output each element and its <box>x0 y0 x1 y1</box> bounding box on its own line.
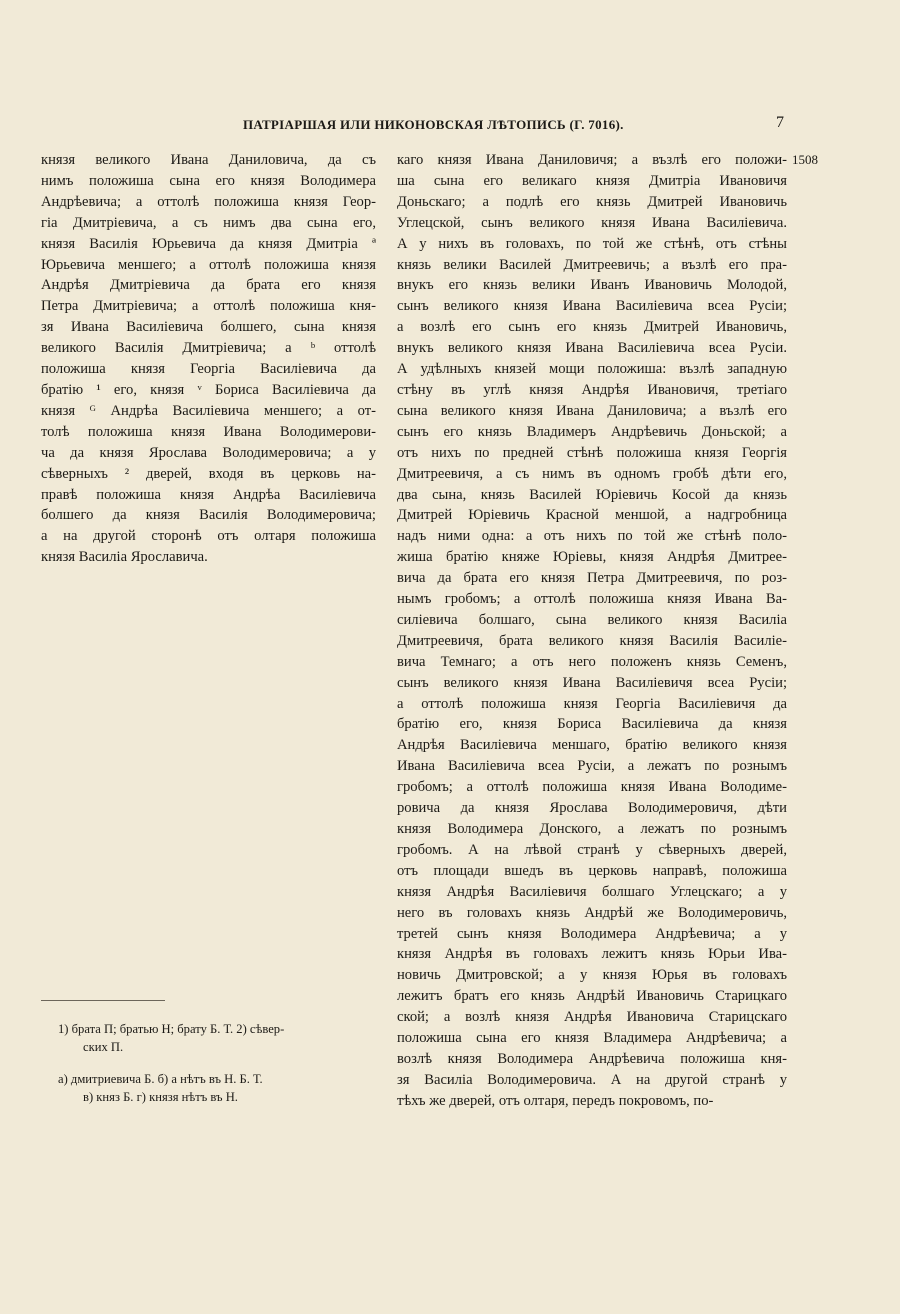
footnote-line: а) дмитриевича Б. б) а нѣтъ въ Н. Б. Т. <box>58 1072 263 1086</box>
text-line: князь велики Василей Дмитреевичь; а възлѣ его пра- <box>397 256 787 273</box>
text-line: Углецской, сынъ великого князя Ивана Василіевича. <box>397 214 787 231</box>
text-line: а на другой сторонѣ отъ олтаря положиша <box>41 528 376 545</box>
text-line: а оттолѣ положиша князя Георгіа Василіевичя да <box>397 695 787 712</box>
text-line: сына великого князя Ивана Даниловича; а възлѣ его <box>397 402 787 419</box>
text-line: зя Василіа Володимеровича. А на другой странѣ у <box>397 1071 787 1088</box>
text-line: А удѣлныхъ князей мощи положиша: възлѣ западную <box>397 361 787 378</box>
page-title: ПАТРІАРШАЯ ИЛИ НИКОНОВСКАЯ ЛѢТОПИСЬ (Г. 7016). <box>243 117 624 132</box>
text-line: положиша князя Георгіа Василіевича да <box>41 361 376 378</box>
text-line: князя Андрѣя Василіевичя болшаго Углецскаго; а у <box>397 883 787 900</box>
text-line: князя Василія Юрьевича да князя Дмитріа ª <box>41 235 376 252</box>
text-line: положиша сына его князя Владимера Андрѣевича; а <box>397 1030 787 1047</box>
text-line: него въ головахъ князь Андрѣй же Володимеровичь, <box>397 904 787 921</box>
left-column <box>41 150 376 568</box>
text-line: Андрѣя Дмитріевича да брата его князя <box>41 277 376 294</box>
text-line: ча да князя Ярослава Володимеровича; а у <box>41 444 376 461</box>
text-line: князя Василіа Ярославича. <box>41 549 208 566</box>
text-line: тѣхъ же дверей, отъ олтаря, передъ покровомъ, по- <box>397 1092 714 1109</box>
text-line: Дмитрей Юріевичь Красной меншой, а надгробница <box>397 507 787 524</box>
text-line: гробомъ; а оттолѣ положиша князя Ивана Володиме- <box>397 779 787 796</box>
text-line: надъ ними одна: а отъ нихъ по той же стѣнѣ поло- <box>397 528 787 545</box>
text-line: князя Андрѣя въ головахъ лежитъ князь Юрьи Ива- <box>397 946 787 963</box>
text-line: внукъ его князь велики Иванъ Ивановичь Молодой, <box>397 277 787 294</box>
text-line: сынъ великого князя Ивана Василіевичя всеа Русіи; <box>397 674 787 691</box>
text-line: Дмитреевичя, а съ нимъ въ одномъ гробѣ дѣти его, <box>397 465 787 482</box>
text-line: Доньскаго; а подлѣ его князь Дмитрей Ивановичь <box>397 193 787 210</box>
text-line: отъ нихъ по предней стѣнѣ положиша князя Георгія <box>397 444 787 461</box>
text-line: лежитъ братъ его князь Андрѣй Ивановичь Старицкаго <box>397 988 787 1005</box>
footnote-divider <box>41 1000 165 1001</box>
text-line: сынъ великого князя Ивана Василіевича всеа Русіи; <box>397 298 787 315</box>
text-line: сѣверныхъ ² дверей, входя въ церковь на- <box>41 465 376 482</box>
text-line: братію ¹ его, князя ᵛ Бориса Василіевича да <box>41 381 376 398</box>
text-line: братію его, князя Бориса Василіевича да князя <box>397 716 787 733</box>
text-line: Андрѣевича; а оттолѣ положиша князя Геор- <box>41 193 376 210</box>
text-line: Петра Дмитріевича; а оттолѣ положиша кня- <box>41 298 376 315</box>
text-line: зя Ивана Василіевича болшего, сына князя <box>41 319 376 336</box>
text-line: Андрѣя Василіевича меншаго, братію великого князя <box>397 737 787 754</box>
text-line: ской; а возлѣ князя Андрѣя Ивановича Старицскаго <box>397 1009 787 1026</box>
margin-year: 1508 <box>792 152 818 167</box>
text-line: А у нихъ въ головахъ, по той же стѣнѣ, отъ стѣны <box>397 235 787 252</box>
footnote-line: 1) брата П; братью Н; брату Б. Т. 2) сѣвер- <box>58 1022 285 1036</box>
text-line: князя великого Ивана Даниловича, да съ <box>41 152 376 168</box>
text-line: силіевича болшаго, сына великого князя Василіа <box>397 611 787 628</box>
text-line: отъ площади вшедъ въ церковь направѣ, положиша <box>397 862 787 879</box>
footnote-line: ских П. <box>83 1040 124 1054</box>
text-line: толѣ положиша князя Ивана Володимерови- <box>41 423 376 440</box>
text-line: два сына, князь Василей Юріевичь Косой да князь <box>397 486 787 503</box>
text-line: нимъ положиша сына его князя Володимера <box>41 172 376 189</box>
text-line: а возлѣ его сынъ его князь Дмитрей Ивановичь, <box>397 319 787 336</box>
text-line: болшего да князя Василія Володимеровича; <box>41 507 376 524</box>
text-line: правѣ положиша князя Андрѣа Василіевича <box>41 486 376 503</box>
text-line: князя ᴳ Андрѣа Василіевича меншего; а от- <box>41 402 376 419</box>
text-line: Ивана Василіевича всеа Русіи, а лежатъ по рознымъ <box>397 758 787 775</box>
text-line: жиша братію княже Юріевы, князя Андрѣя Дмитрее- <box>397 549 787 566</box>
text-line: возлѣ князя Володимера Андрѣевича положиша кня- <box>397 1050 787 1067</box>
footnotes <box>58 1020 376 1106</box>
text-line: вича Темнаго; а отъ него положенъ князь Семенъ, <box>397 653 787 670</box>
right-column <box>397 150 787 1112</box>
page-number: 7 <box>776 114 784 131</box>
text-line: великого Василія Дмитріевича; а ᵇ оттолѣ <box>41 340 376 357</box>
text-line: третей сынъ князя Володимера Андрѣевича; а у <box>397 925 787 942</box>
text-line: нымъ гробомъ; а оттолѣ положиша князя Ивана Ва- <box>397 591 787 608</box>
text-line: гробомъ. А на лѣвой странѣ у сѣверныхъ дверей, <box>397 841 787 858</box>
running-header <box>0 114 900 137</box>
text-line: внукъ великого князя Ивана Василіевича всеа Русіи. <box>397 340 787 357</box>
text-line: каго князя Ивана Даниловичя; а възлѣ его положи- <box>397 152 787 168</box>
text-line: Юрьевича меншего; а оттолѣ положиша князя <box>41 256 376 273</box>
text-line: ровича да князя Ярослава Володимеровичя, дѣти <box>397 800 787 817</box>
text-line: Дмитреевичя, брата великого князя Василія Василіе- <box>397 632 787 649</box>
footnote-line: в) княз Б. г) князя нѣтъ въ Н. <box>83 1090 238 1104</box>
text-line: гіа Дмитріевича, а съ нимъ два сына его, <box>41 214 376 231</box>
text-line: стѣну въ углѣ князя Андрѣя Ивановичя, третіаго <box>397 381 787 398</box>
text-line: князя Володимера Донского, а лежатъ по рознымъ <box>397 821 787 837</box>
text-line: ша сына его великаго князя Дмитріа Ивановичя <box>397 172 787 189</box>
text-line: сынъ его князь Владимеръ Андрѣевичь Доньской; а <box>397 423 787 440</box>
text-line: вича да брата его князя Петра Дмитреевичя, по роз- <box>397 570 787 587</box>
text-line: новичь Дмитровской; а у князя Юрья въ головахъ <box>397 967 787 984</box>
